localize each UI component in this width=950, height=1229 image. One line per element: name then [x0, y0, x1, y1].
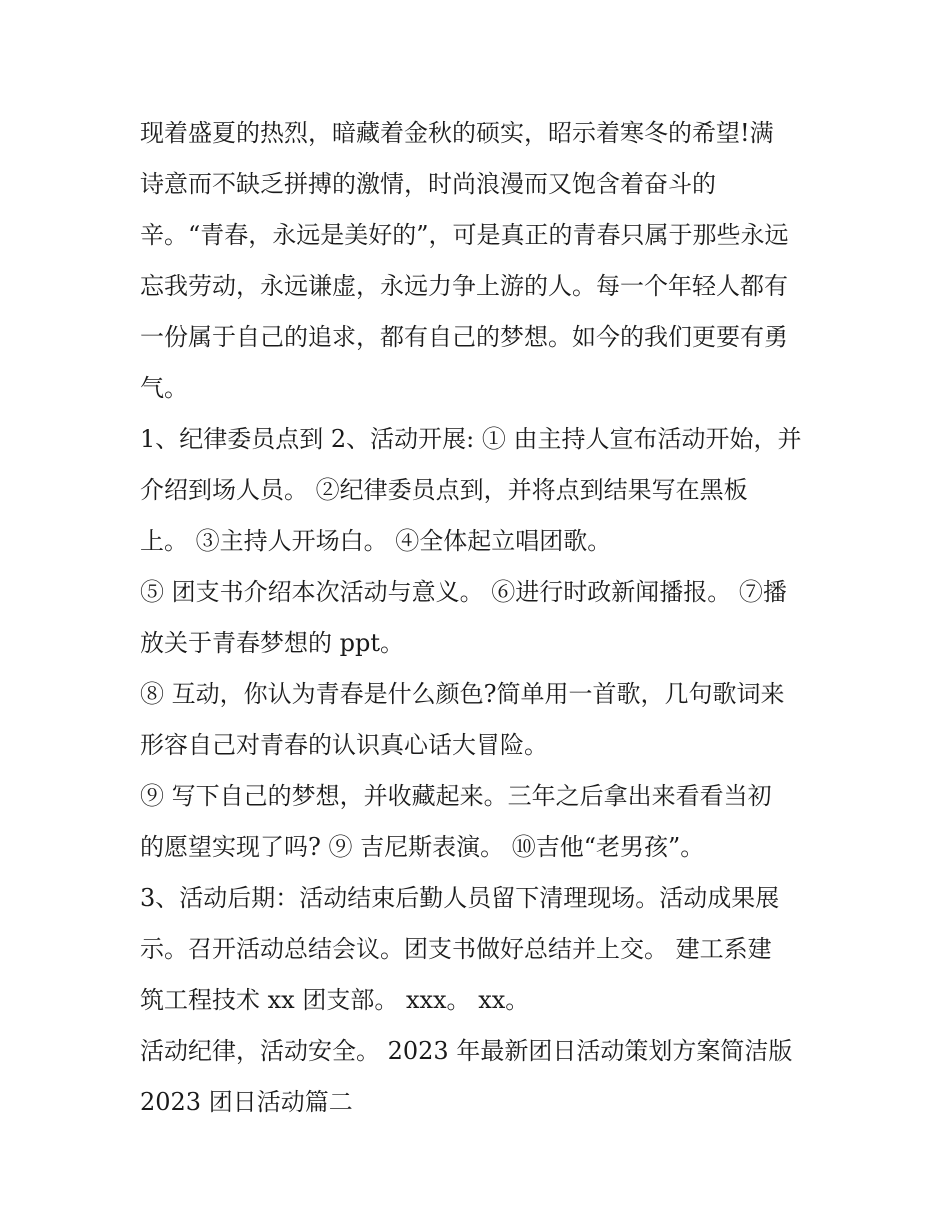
text-line: 现着盛夏的热烈，暗藏着金秋的硕实，昭示着寒冬的希望!满 [140, 119, 774, 147]
text-line: ⑤ 团支书介绍本次活动与意义。 ⑥进行时政新闻播报。 ⑦播 [140, 578, 787, 606]
text-line: 气。 [140, 374, 188, 402]
text-line: 示。召开活动总结会议。团支书做好总结并上交。 建工系建 [140, 935, 772, 963]
text-line: 1、纪律委员点到 2、活动开展: ① 由主持人宣布活动开始，并 [140, 425, 802, 453]
text-line: 活动纪律，活动安全。 2023 年最新团日活动策划方案简洁版 [140, 1037, 793, 1065]
text-line: ⑧ 互动，你认为青春是什么颜色?简单用一首歌，几句歌词来 [140, 680, 785, 708]
text-line: ⑨ 写下自己的梦想，并收藏起来。三年之后拿出来看看当初 [140, 782, 772, 810]
text-line: 形容自己对青春的认识真心话大冒险。 [140, 731, 548, 759]
text-line: 3、活动后期：活动结束后勤人员留下清理现场。活动成果展 [140, 884, 780, 912]
text-line: 一份属于自己的追求，都有自己的梦想。如今的我们更要有勇 [140, 323, 788, 351]
text-line: 的愿望实现了吗? ⑨ 吉尼斯表演。 ⑩吉他“老男孩”。 [140, 833, 705, 861]
text-line: 筑工程技术 xx 团支部。 xxx。 xx。 [140, 986, 530, 1014]
text-line: 诗意而不缺乏拼搏的激情，时尚浪漫而又饱含着奋斗的 [140, 170, 716, 198]
text-line: 介绍到场人员。 ②纪律委员点到，并将点到结果写在黑板 [140, 476, 748, 504]
text-line: 放关于青春梦想的 ppt。 [140, 629, 404, 657]
document-body [140, 108, 820, 1128]
text-line: 2023 团日活动篇二 [140, 1088, 353, 1116]
text-line: 辛。“青春，永远是美好的”，可是真正的青春只属于那些永远 [140, 221, 789, 249]
text-line: 上。 ③主持人开场白。 ④全体起立唱团歌。 [140, 527, 612, 555]
text-line: 忘我劳动，永远谦虚，永远力争上游的人。每一个年轻人都有 [140, 272, 788, 300]
